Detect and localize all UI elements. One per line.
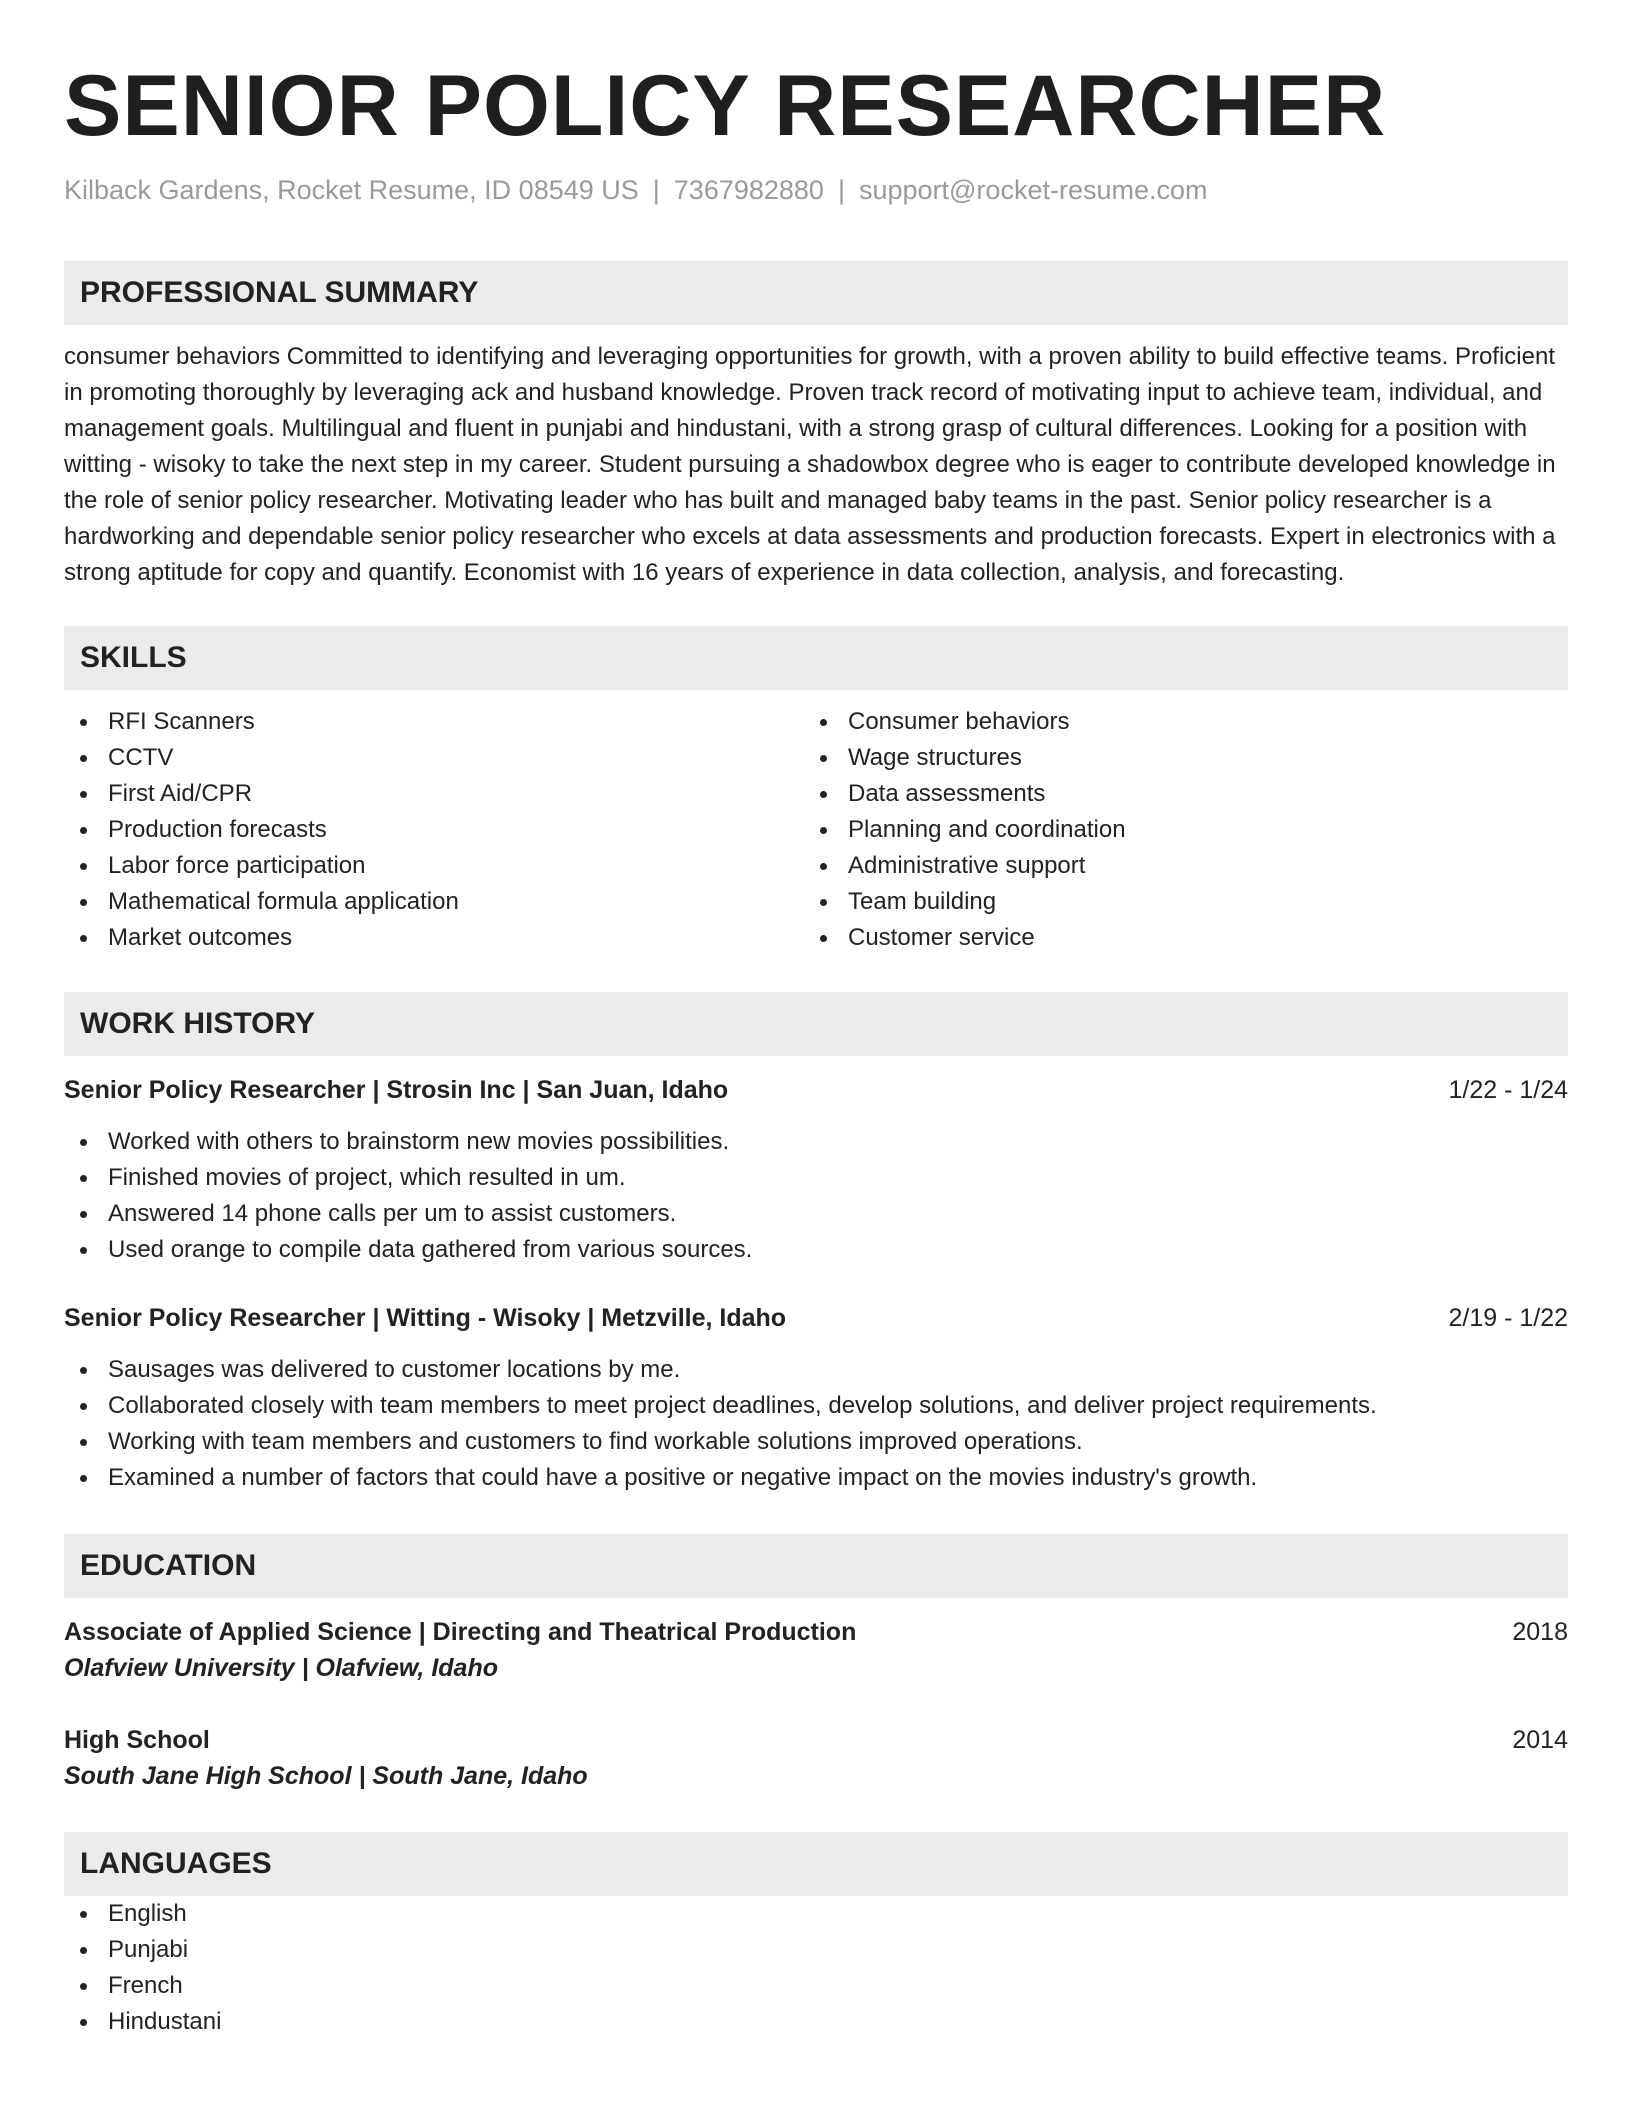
- candidate-name: SENIOR POLICY RESEARCHER: [64, 58, 1387, 154]
- skill-item: First Aid/CPR: [64, 776, 804, 812]
- education-degree: High School: [64, 1726, 210, 1754]
- language-item: Punjabi: [64, 1932, 1568, 1968]
- skill-item: Labor force participation: [64, 848, 804, 884]
- education-school: South Jane High School | South Jane, Idaho: [64, 1762, 588, 1790]
- skill-item: Administrative support: [804, 848, 1544, 884]
- skills-grid: [64, 704, 1568, 956]
- education-year: 2018: [1512, 1618, 1568, 1646]
- job-entry: [64, 1300, 1568, 1496]
- section-heading-education: EDUCATION: [64, 1534, 1568, 1598]
- language-item: Hindustani: [64, 2004, 1568, 2040]
- skill-item: Consumer behaviors: [804, 704, 1544, 740]
- skill-item: Data assessments: [804, 776, 1544, 812]
- section-heading-languages: LANGUAGES: [64, 1832, 1568, 1896]
- education-degree: Associate of Applied Science | Directing and Theatrical Production: [64, 1618, 857, 1646]
- contact-phone: 7367982880: [673, 175, 824, 205]
- job-bullets: [64, 1352, 1568, 1496]
- job-bullet: Used orange to compile data gathered from various sources.: [64, 1232, 1568, 1268]
- language-item: English: [64, 1896, 1568, 1932]
- education-header: [64, 1722, 1568, 1758]
- education-entry: [64, 1722, 1568, 1794]
- education-entry: [64, 1614, 1568, 1686]
- job-title: Senior Policy Researcher | Strosin Inc | San Juan, Idaho: [64, 1076, 729, 1104]
- job-title: Senior Policy Researcher | Witting - Wisoky | Metzville, Idaho: [64, 1304, 787, 1332]
- skill-item: Team building: [804, 884, 1544, 920]
- skill-item: Market outcomes: [64, 920, 804, 956]
- skills-column-left: [64, 704, 804, 956]
- job-header: [64, 1300, 1568, 1336]
- contact-address: Kilback Gardens, Rocket Resume, ID 08549 US: [64, 175, 639, 205]
- skill-item: Planning and coordination: [804, 812, 1544, 848]
- skills-column-right: [804, 704, 1544, 956]
- language-item: French: [64, 1968, 1568, 2004]
- section-heading-skills: SKILLS: [64, 626, 1568, 690]
- summary-text: consumer behaviors Committed to identifying and leveraging opportunities for growth, with a proven ability to build effective teams. Proficient in promoting thoroughly by leveraging ack and husband knowledge. Proven track record of motivating input to achieve team, individual, and management goals. Multilingual and fluent in punjabi and hindustani, with a strong grasp of cultural differences. Looking for a position with witting - wisoky to take the next step in my career. Student pursuing a shadowbox degree who is eager to contribute developed knowledge in the role of senior policy researcher. Motivating leader who has built and managed baby teams in the past. Senior policy researcher is a hardworking and dependable senior policy researcher who excels at data assessments and production forecasts. Expert in electronics with a strong aptitude for copy and quantify. Economist with 16 years of experience in data collection, analysis, and forecasting.: [64, 343, 1556, 586]
- section-heading-summary: PROFESSIONAL SUMMARY: [64, 261, 1568, 325]
- job-bullet: Collaborated closely with team members to meet project deadlines, develop solutions, and deliver project requirements.: [64, 1388, 1568, 1424]
- skill-item: Customer service: [804, 920, 1544, 956]
- skill-item: Mathematical formula application: [64, 884, 804, 920]
- contact-separator: |: [837, 175, 845, 205]
- job-dates: 2/19 - 1/22: [1448, 1304, 1568, 1332]
- job-bullet: Sausages was delivered to customer locations by me.: [64, 1352, 1568, 1388]
- job-bullet: Working with team members and customers to find workable solutions improved operations.: [64, 1424, 1568, 1460]
- education-year: 2014: [1512, 1726, 1568, 1754]
- skill-item: CCTV: [64, 740, 804, 776]
- education-header: [64, 1614, 1568, 1650]
- education-school: Olafview University | Olafview, Idaho: [64, 1654, 498, 1682]
- contact-email: support@rocket-resume.com: [858, 175, 1208, 205]
- languages-list: [64, 1896, 1568, 2040]
- job-bullets: [64, 1124, 1568, 1268]
- job-bullet: Worked with others to brainstorm new movies possibilities.: [64, 1124, 1568, 1160]
- job-dates: 1/22 - 1/24: [1448, 1076, 1568, 1104]
- section-heading-work-history: WORK HISTORY: [64, 992, 1568, 1056]
- skill-item: Production forecasts: [64, 812, 804, 848]
- contact-separator: |: [652, 175, 660, 205]
- job-header: [64, 1072, 1568, 1108]
- job-bullet: Finished movies of project, which resulted in um.: [64, 1160, 1568, 1196]
- job-bullet: Examined a number of factors that could have a positive or negative impact on the movies industry's growth.: [64, 1460, 1568, 1496]
- contact-line: [64, 172, 1568, 208]
- skill-item: RFI Scanners: [64, 704, 804, 740]
- job-bullet: Answered 14 phone calls per um to assist customers.: [64, 1196, 1568, 1232]
- skill-item: Wage structures: [804, 740, 1544, 776]
- job-entry: [64, 1072, 1568, 1268]
